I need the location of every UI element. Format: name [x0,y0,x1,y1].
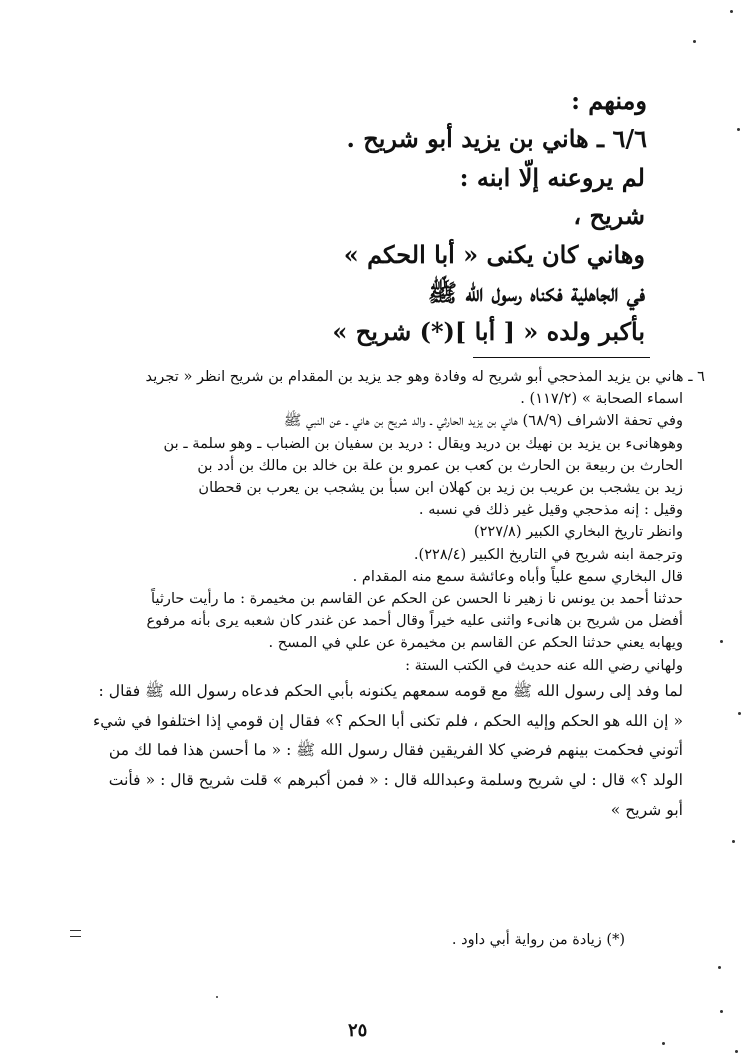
footnote-line: ولهاني رضي الله عنه حديث في الكتب الستة : [405,656,683,674]
star-footnote: (*) زيادة من رواية أبي داود . [451,932,625,948]
scan-speck [738,712,741,715]
footnote-line: قال البخاري سمع علياً وأباه وعائشة سمع منه المقدام . [352,567,683,585]
footnote-separator [473,357,650,358]
footnote-line: الحارث بن ربيعة بن الحارث بن كعب بن عمرو بن علة بن خالد بن مالك بن أدد بن [197,456,683,474]
scan-speck [720,1010,723,1013]
footnote-line: وقيل : إنه مذحجي وقيل غير ذلك في نسبه . [418,501,683,519]
scan-speck [720,640,723,643]
footnotes [33,366,705,826]
main-line: شريح ، [573,201,645,230]
main-line: وهاني كان يكنى « أبا الحكم » [343,239,645,269]
footnote-line: وانظر تاريخ البخاري الكبير (٢٢٧/٨) [473,523,683,541]
hadith-line: الولد ؟» قال : لي شريح وسلمة وعبدالله قال : « فمن أكبرهم » قلت شريح قال : « فأنت [108,771,683,790]
scan-speck [693,40,696,43]
scan-speck [732,840,735,843]
footnote-line: أفضل من شريح بن هانىء واثنى عليه خيراً وقال أحمد عن غندر كان شعبه يرى بأنه مرفوع [146,612,683,630]
scan-speck [216,996,218,998]
footnote-line: وهوهانىء بن يزيد بن نهيك بن دريد ويقال : دريد بن سفيان بن الضباب ـ وهو سلمة ـ بن [163,434,683,452]
scan-speck [737,128,740,131]
section-heading: ومنهم : [571,86,647,115]
footnote-line: ٦ ـ هاني بن يزيد المذحجي أبو شريح له وفادة وهو جد يزيد بن المقدام بن شريح انظر « تجريد [145,368,705,385]
scan-speck [718,966,721,969]
entry-title: ٦/٦ ـ هاني بن يزيد أبو شريح . [346,124,647,153]
footnote-line: حدثنا أحمد بن يونس نا زهير نا الحسن عن الحكم عن القاسم بن مخيمرة : ما رأيت حارثياً [151,590,683,608]
footnote-line: اسماء الصحابة » (١١٧/٢) . [520,390,683,408]
scan-speck [735,1050,738,1053]
hadith-line: لما وفد إلى رسول الله ﷺ مع قومه سمعهم يكنونه بأبي الحكم فدعاه رسول الله ﷺ فقال : [98,681,683,700]
main-text [127,82,647,351]
hadith-line: أتوني فحكمت بينهم فرضي كلا الفريقين فقال رسول الله ﷺ : « ما أحسن هذا فما لك من [108,741,683,760]
hadith-line: أبو شريح » [610,801,683,820]
footnote-line: ويهابه يعني حدثنا الحكم عن القاسم بن مخيمرة عن علي في المسح . [268,634,683,652]
main-line: بأكبر ولده « [ أبا ](*) شريح » [332,316,645,346]
hadith-block [33,677,705,826]
main-line: في الجاهلية فكناه رسول الله ﷺ [427,278,645,307]
footnote-line: وفي تحفة الاشراف (٦٨/٩) هاني بن يزيد الحارثي ـ والد شريح بن هاني ـ عن النبي ﷺ [283,412,683,430]
footnote-line: وترجمة ابنه شريح في التاريخ الكبير (٢٢٨/٤). [413,545,683,563]
page-number: ٢٥ [348,1020,368,1041]
footnote-block [33,366,705,677]
scan-speck [662,1042,665,1045]
hadith-line: « إن الله هو الحكم وإليه الحكم ، فلم تكنى أبا الحكم ؟» فقال إن قومي إذا اختلفوا في شيء [92,711,683,730]
margin-mark [70,930,81,937]
scan-speck [730,10,733,13]
footnote-line: زيد بن يشجب بن عريب بن زيد بن كهلان ابن سبأ بن يشجب بن يعرب بن قحطان [198,479,683,497]
main-line: لم يروعنه إلّا ابنه : [459,162,645,192]
